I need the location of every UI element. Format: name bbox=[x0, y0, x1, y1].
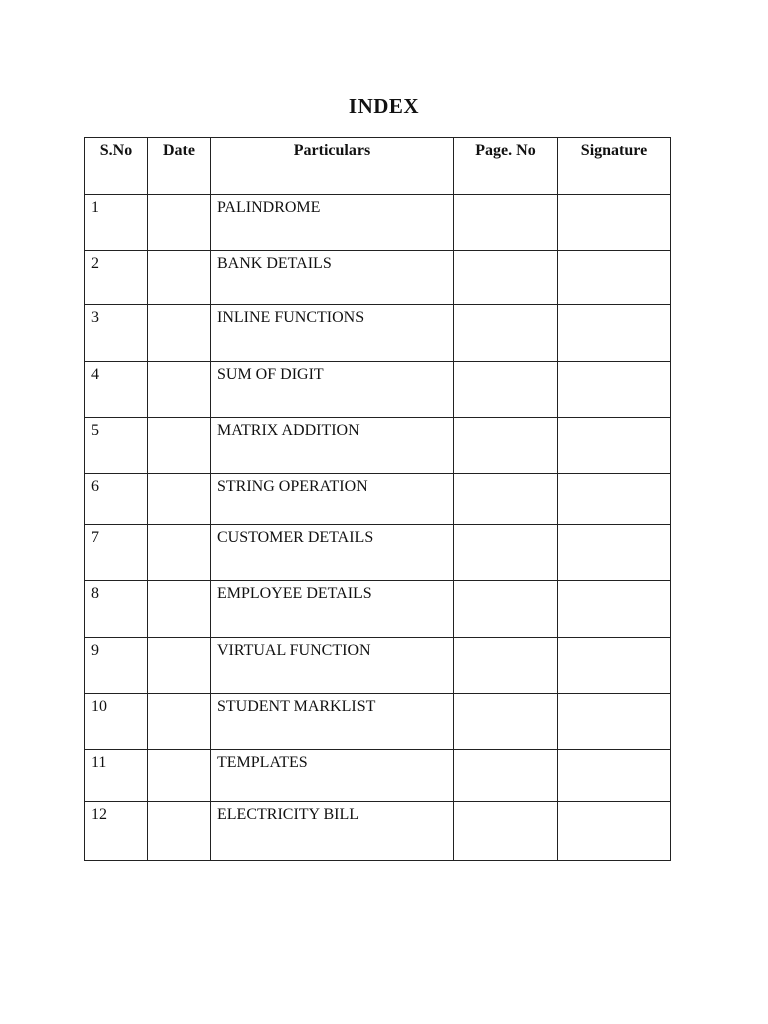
cell-date bbox=[148, 525, 211, 581]
cell-particulars: STRING OPERATION bbox=[211, 474, 454, 525]
table-row bbox=[85, 581, 671, 638]
index-table bbox=[84, 137, 671, 861]
cell-page-no bbox=[454, 474, 558, 525]
cell-particulars: BANK DETAILS bbox=[211, 251, 454, 305]
cell-date bbox=[148, 195, 211, 251]
cell-sno: 2 bbox=[85, 251, 148, 305]
cell-sno: 9 bbox=[85, 638, 148, 694]
cell-date bbox=[148, 362, 211, 418]
cell-particulars: VIRTUAL FUNCTION bbox=[211, 638, 454, 694]
cell-signature bbox=[558, 802, 671, 861]
table-row bbox=[85, 694, 671, 750]
page-title: INDEX bbox=[348, 94, 420, 118]
cell-sno: 6 bbox=[85, 474, 148, 525]
table-row bbox=[85, 474, 671, 525]
cell-sno: 3 bbox=[85, 305, 148, 362]
cell-signature bbox=[558, 418, 671, 474]
cell-date bbox=[148, 474, 211, 525]
table-row bbox=[85, 418, 671, 474]
cell-particulars: PALINDROME bbox=[211, 195, 454, 251]
cell-page-no bbox=[454, 525, 558, 581]
cell-date bbox=[148, 802, 211, 861]
cell-sno: 1 bbox=[85, 195, 148, 251]
cell-page-no bbox=[454, 750, 558, 802]
cell-particulars: CUSTOMER DETAILS bbox=[211, 525, 454, 581]
cell-particulars: EMPLOYEE DETAILS bbox=[211, 581, 454, 638]
cell-page-no bbox=[454, 581, 558, 638]
table-row bbox=[85, 638, 671, 694]
cell-date bbox=[148, 638, 211, 694]
cell-particulars: ELECTRICITY BILL bbox=[211, 802, 454, 861]
cell-date bbox=[148, 251, 211, 305]
cell-page-no bbox=[454, 195, 558, 251]
cell-signature bbox=[558, 525, 671, 581]
cell-signature bbox=[558, 694, 671, 750]
cell-signature bbox=[558, 362, 671, 418]
table-row bbox=[85, 525, 671, 581]
cell-sno: 11 bbox=[85, 750, 148, 802]
cell-date bbox=[148, 694, 211, 750]
table-row bbox=[85, 305, 671, 362]
cell-date bbox=[148, 418, 211, 474]
cell-particulars: TEMPLATES bbox=[211, 750, 454, 802]
table-row bbox=[85, 802, 671, 861]
cell-sno: 8 bbox=[85, 581, 148, 638]
header-date: Date bbox=[148, 138, 211, 195]
cell-signature bbox=[558, 305, 671, 362]
cell-page-no bbox=[454, 362, 558, 418]
cell-page-no bbox=[454, 802, 558, 861]
cell-page-no bbox=[454, 305, 558, 362]
cell-signature bbox=[558, 581, 671, 638]
header-particulars: Particulars bbox=[211, 138, 454, 195]
cell-date bbox=[148, 305, 211, 362]
cell-page-no bbox=[454, 251, 558, 305]
cell-sno: 4 bbox=[85, 362, 148, 418]
table-row bbox=[85, 750, 671, 802]
header-signature: Signature bbox=[558, 138, 671, 195]
table-header-row bbox=[85, 138, 671, 195]
header-sno: S.No bbox=[85, 138, 148, 195]
cell-signature bbox=[558, 474, 671, 525]
cell-page-no bbox=[454, 418, 558, 474]
cell-sno: 12 bbox=[85, 802, 148, 861]
cell-date bbox=[148, 581, 211, 638]
cell-sno: 5 bbox=[85, 418, 148, 474]
cell-page-no bbox=[454, 694, 558, 750]
cell-signature bbox=[558, 195, 671, 251]
cell-signature bbox=[558, 251, 671, 305]
cell-particulars: SUM OF DIGIT bbox=[211, 362, 454, 418]
table-row bbox=[85, 362, 671, 418]
cell-sno: 7 bbox=[85, 525, 148, 581]
cell-date bbox=[148, 750, 211, 802]
cell-particulars: MATRIX ADDITION bbox=[211, 418, 454, 474]
cell-signature bbox=[558, 750, 671, 802]
header-page-no: Page. No bbox=[454, 138, 558, 195]
cell-particulars: INLINE FUNCTIONS bbox=[211, 305, 454, 362]
table-row bbox=[85, 251, 671, 305]
cell-sno: 10 bbox=[85, 694, 148, 750]
cell-particulars: STUDENT MARKLIST bbox=[211, 694, 454, 750]
cell-signature bbox=[558, 638, 671, 694]
cell-page-no bbox=[454, 638, 558, 694]
table-row bbox=[85, 195, 671, 251]
